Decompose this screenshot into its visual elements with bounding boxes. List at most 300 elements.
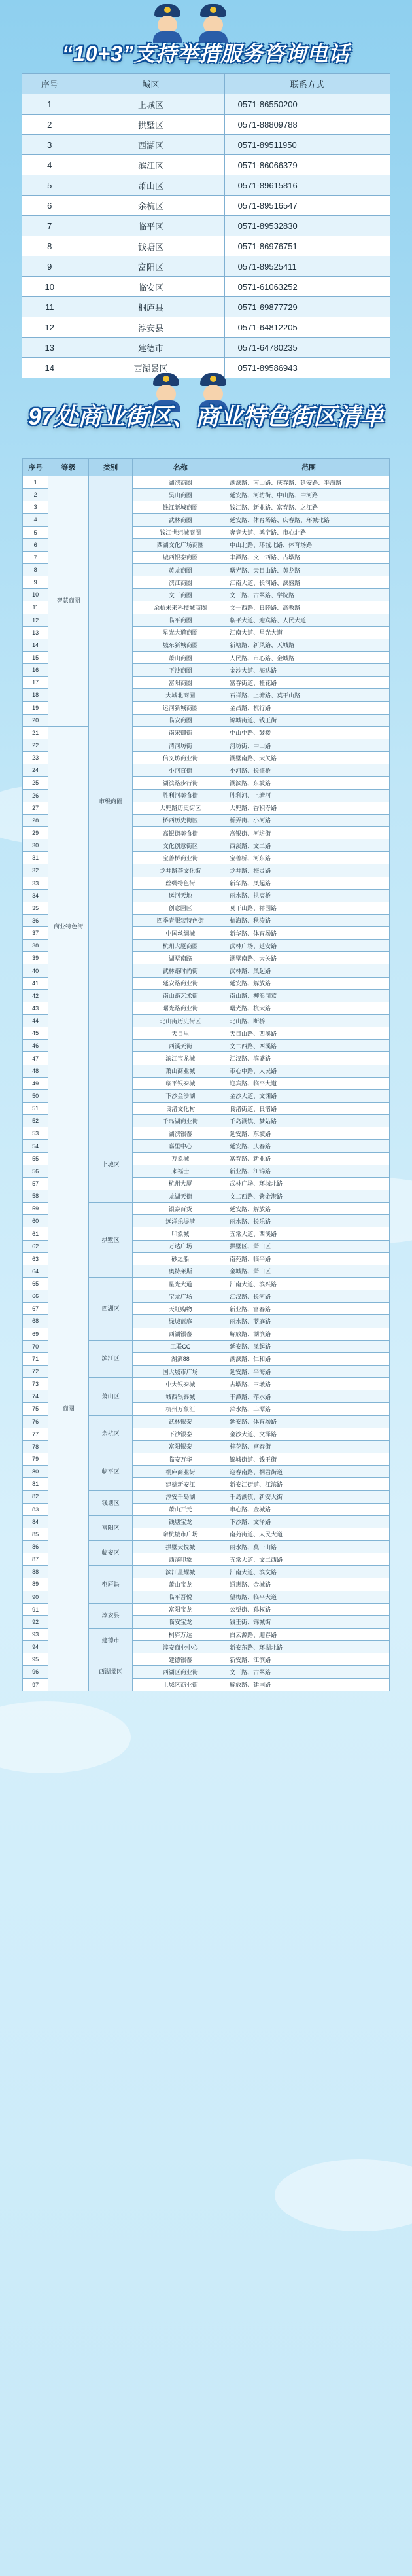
street-range: 丰潭路、文一西路、古墩路 bbox=[228, 551, 390, 563]
street-name: 湖滨88 bbox=[133, 1352, 228, 1365]
street-range: 良渚街道、良渚路 bbox=[228, 1103, 390, 1115]
street-range: 曙光路、天目山路、黄龙路 bbox=[228, 563, 390, 576]
street-range: 新安东路、环湖北路 bbox=[228, 1641, 390, 1653]
street-range: 古墩路、三墩路 bbox=[228, 1378, 390, 1390]
row-number: 45 bbox=[23, 1027, 48, 1040]
table-row bbox=[22, 175, 390, 196]
street-name: 万达广场 bbox=[133, 1240, 228, 1252]
street-range: 龙井路、梅灵路 bbox=[228, 864, 390, 877]
street-range: 富春街道、桂花路 bbox=[228, 677, 390, 689]
row-number: 6 bbox=[22, 196, 77, 216]
category-cell: 滨江区 bbox=[88, 1340, 132, 1377]
street-name: 中大银泰城 bbox=[133, 1378, 228, 1390]
street-name: 北山街历史街区 bbox=[133, 1015, 228, 1027]
street-name: 富阳商圈 bbox=[133, 677, 228, 689]
row-number: 35 bbox=[23, 902, 48, 914]
district-name: 临安区 bbox=[77, 277, 224, 297]
district-name: 上城区 bbox=[77, 94, 224, 115]
row-number: 90 bbox=[23, 1591, 48, 1603]
street-name: 西溪印象 bbox=[133, 1553, 228, 1566]
street-name: 宝善桥商业街 bbox=[133, 852, 228, 864]
street-name: 南宋御街 bbox=[133, 726, 228, 739]
street-range: 丰潭路、萍水路 bbox=[228, 1390, 390, 1403]
street-range: 延安路、体育场路、庆春路、环城北路 bbox=[228, 514, 390, 526]
street-range: 延安路、解放路 bbox=[228, 977, 390, 989]
street-name: 西湖银泰 bbox=[133, 1328, 228, 1340]
row-number: 29 bbox=[23, 826, 48, 839]
table-row bbox=[22, 236, 390, 256]
street-name: 大城北商圈 bbox=[133, 689, 228, 701]
street-name: 绿城蓝庭 bbox=[133, 1315, 228, 1328]
row-number: 27 bbox=[23, 802, 48, 814]
section1-title: “10+3”支持举措服务咨询电话 bbox=[61, 42, 351, 65]
street-name: 湖滨商圈 bbox=[133, 476, 228, 489]
row-number: 60 bbox=[23, 1215, 48, 1227]
street-range: 下沙路、文泽路 bbox=[228, 1515, 390, 1528]
district-name: 桐庐县 bbox=[77, 297, 224, 317]
street-range: 新业路、富春路 bbox=[228, 1303, 390, 1315]
row-number: 51 bbox=[23, 1103, 48, 1115]
phone-number: 0571-61063252 bbox=[224, 277, 390, 297]
street-range: 锦城街道、钱王街 bbox=[228, 714, 390, 726]
row-number: 72 bbox=[23, 1365, 48, 1377]
street-name: 武林路时尚街 bbox=[133, 964, 228, 977]
street-name: 杭州大厦商圈 bbox=[133, 940, 228, 952]
street-name: 余杭城市广场 bbox=[133, 1528, 228, 1540]
row-number: 56 bbox=[23, 1165, 48, 1177]
street-range: 解放路、湖滨路 bbox=[228, 1328, 390, 1340]
street-name: 天虹购物 bbox=[133, 1303, 228, 1315]
district-name: 建德市 bbox=[77, 338, 224, 358]
street-name: 运河天地 bbox=[133, 889, 228, 902]
row-number: 9 bbox=[23, 576, 48, 589]
row-number: 32 bbox=[23, 864, 48, 877]
table-row bbox=[23, 1127, 390, 1140]
row-number: 47 bbox=[23, 1052, 48, 1065]
row-number: 82 bbox=[23, 1491, 48, 1503]
category-cell: 拱墅区 bbox=[88, 1203, 132, 1278]
cloud-decoration bbox=[275, 2159, 412, 2231]
section1-header bbox=[0, 0, 412, 72]
street-name: 南山路艺术街 bbox=[133, 989, 228, 1002]
row-number: 91 bbox=[23, 1603, 48, 1615]
row-number: 77 bbox=[23, 1428, 48, 1440]
row-number: 14 bbox=[23, 639, 48, 651]
row-number: 53 bbox=[23, 1127, 48, 1140]
row-number: 40 bbox=[23, 964, 48, 977]
row-number: 83 bbox=[23, 1503, 48, 1515]
street-name: 大兜路历史街区 bbox=[133, 802, 228, 814]
row-number: 46 bbox=[23, 1040, 48, 1052]
street-range: 江汉路、滨盛路 bbox=[228, 1052, 390, 1065]
street-range: 武林广场、延安路 bbox=[228, 940, 390, 952]
row-number: 11 bbox=[22, 297, 77, 317]
row-number: 58 bbox=[23, 1190, 48, 1203]
street-name: 城西银泰商圈 bbox=[133, 551, 228, 563]
street-name: 远洋乐堤港 bbox=[133, 1215, 228, 1227]
street-range: 曙光路、杭大路 bbox=[228, 1002, 390, 1014]
row-number: 5 bbox=[22, 175, 77, 196]
row-number: 9 bbox=[22, 256, 77, 277]
row-number: 97 bbox=[23, 1678, 48, 1691]
column-header: 序号 bbox=[23, 459, 48, 476]
row-number: 44 bbox=[23, 1015, 48, 1027]
table-row bbox=[22, 317, 390, 338]
street-range: 江南大道、星光大道 bbox=[228, 626, 390, 639]
street-name: 四季青服装特色街 bbox=[133, 914, 228, 926]
street-range: 金沙大道、文渊路 bbox=[228, 1089, 390, 1102]
table-header-row bbox=[23, 459, 390, 476]
street-name: 临安宝龙 bbox=[133, 1615, 228, 1628]
street-range: 文三路、古翠路 bbox=[228, 1666, 390, 1678]
row-number: 12 bbox=[22, 317, 77, 338]
street-name: 萧山商业城 bbox=[133, 1065, 228, 1077]
row-number: 2 bbox=[23, 489, 48, 501]
row-number: 65 bbox=[23, 1278, 48, 1290]
street-range: 桂花路、富春街 bbox=[228, 1440, 390, 1453]
street-range: 市心路、金城路 bbox=[228, 1503, 390, 1515]
street-range: 金城路、萧山区 bbox=[228, 1265, 390, 1277]
category-cell: 西湖区 bbox=[88, 1278, 132, 1341]
phone-number: 0571-64812205 bbox=[224, 317, 390, 338]
street-name: 嘉里中心 bbox=[133, 1140, 228, 1152]
phone-number: 0571-89586943 bbox=[224, 358, 390, 378]
street-name: 拱墅大悦城 bbox=[133, 1540, 228, 1553]
street-range: 人民路、市心路、金城路 bbox=[228, 651, 390, 663]
street-name: 信义坊商业街 bbox=[133, 752, 228, 764]
street-range: 延安路、体育场路 bbox=[228, 1415, 390, 1428]
street-name: 临平吾悦 bbox=[133, 1591, 228, 1603]
row-number: 5 bbox=[23, 526, 48, 538]
street-range: 金昌路、杭行路 bbox=[228, 701, 390, 714]
street-range: 金沙大道、文泽路 bbox=[228, 1428, 390, 1440]
category-cell: 建德市 bbox=[88, 1628, 132, 1653]
street-name: 砂之船 bbox=[133, 1252, 228, 1265]
street-range: 河坊街、中山路 bbox=[228, 739, 390, 751]
street-name: 下沙金沙湖 bbox=[133, 1089, 228, 1102]
street-name: 武林银泰 bbox=[133, 1415, 228, 1428]
street-name: 湖滨银泰 bbox=[133, 1127, 228, 1140]
category-cell: 余杭区 bbox=[88, 1415, 132, 1453]
row-number: 55 bbox=[23, 1152, 48, 1165]
street-range: 新安江街道、江滨路 bbox=[228, 1478, 390, 1491]
phone-number: 0571-86976751 bbox=[224, 236, 390, 256]
street-range: 南山路、柳浪闻莺 bbox=[228, 989, 390, 1002]
street-range: 新业路、江锦路 bbox=[228, 1165, 390, 1177]
row-number: 86 bbox=[23, 1540, 48, 1553]
row-number: 84 bbox=[23, 1515, 48, 1528]
street-range: 文二西路、西溪路 bbox=[228, 1040, 390, 1052]
row-number: 43 bbox=[23, 1002, 48, 1014]
street-range: 高银街、河坊街 bbox=[228, 826, 390, 839]
row-number: 18 bbox=[23, 689, 48, 701]
row-number: 31 bbox=[23, 852, 48, 864]
street-range: 南苑街道、人民大道 bbox=[228, 1528, 390, 1540]
row-number: 30 bbox=[23, 839, 48, 852]
column-header: 范围 bbox=[228, 459, 390, 476]
street-name: 桐庐商业街 bbox=[133, 1466, 228, 1478]
row-number: 68 bbox=[23, 1315, 48, 1328]
column-header: 序号 bbox=[22, 74, 77, 94]
street-name: 建德银泰 bbox=[133, 1653, 228, 1666]
street-range: 文二西路、紫金港路 bbox=[228, 1190, 390, 1203]
row-number: 42 bbox=[23, 989, 48, 1002]
phone-number: 0571-86550200 bbox=[224, 94, 390, 115]
row-number: 80 bbox=[23, 1466, 48, 1478]
street-name: 滨江星耀城 bbox=[133, 1566, 228, 1578]
street-name: 滨江商圈 bbox=[133, 576, 228, 589]
table-row bbox=[23, 476, 390, 489]
table-row bbox=[22, 135, 390, 155]
row-number: 78 bbox=[23, 1440, 48, 1453]
street-range: 市心中路、人民路 bbox=[228, 1065, 390, 1077]
row-number: 10 bbox=[22, 277, 77, 297]
street-range: 白云源路、迎春路 bbox=[228, 1628, 390, 1640]
row-number: 50 bbox=[23, 1089, 48, 1102]
row-number: 8 bbox=[22, 236, 77, 256]
category-cell: 上城区 bbox=[88, 1127, 132, 1203]
row-number: 41 bbox=[23, 977, 48, 989]
street-range: 钱江路、新业路、富春路、之江路 bbox=[228, 501, 390, 514]
street-range: 湖滨路、东坡路 bbox=[228, 777, 390, 789]
street-range: 湖墅南路、大关路 bbox=[228, 952, 390, 964]
row-number: 1 bbox=[22, 94, 77, 115]
street-range: 迎春南路、桐君街道 bbox=[228, 1466, 390, 1478]
street-range: 望梅路、临平大道 bbox=[228, 1591, 390, 1603]
column-header: 联系方式 bbox=[224, 74, 390, 94]
table-header-row bbox=[22, 74, 390, 94]
street-range: 解放路、建国路 bbox=[228, 1678, 390, 1691]
row-number: 89 bbox=[23, 1578, 48, 1591]
row-number: 49 bbox=[23, 1077, 48, 1089]
street-range: 萍水路、丰潭路 bbox=[228, 1403, 390, 1415]
table-row bbox=[22, 216, 390, 236]
street-range: 奔竞大道、鸿宁路、市心北路 bbox=[228, 526, 390, 538]
street-name: 中国丝绸城 bbox=[133, 927, 228, 940]
street-name: 西溪天街 bbox=[133, 1040, 228, 1052]
district-name: 淳安县 bbox=[77, 317, 224, 338]
row-number: 21 bbox=[23, 726, 48, 739]
street-range: 富春路、新业路 bbox=[228, 1152, 390, 1165]
row-number: 62 bbox=[23, 1240, 48, 1252]
street-name: 钱江新城商圈 bbox=[133, 501, 228, 514]
phone-number: 0571-64780235 bbox=[224, 338, 390, 358]
district-name: 西湖景区 bbox=[77, 358, 224, 378]
row-number: 96 bbox=[23, 1666, 48, 1678]
street-name: 上城区商业街 bbox=[133, 1678, 228, 1691]
table-row bbox=[23, 726, 390, 739]
street-range: 延安路、凤起路 bbox=[228, 1340, 390, 1352]
street-range: 湖滨路、仁和路 bbox=[228, 1352, 390, 1365]
row-number: 19 bbox=[23, 701, 48, 714]
row-number: 70 bbox=[23, 1340, 48, 1352]
row-number: 4 bbox=[22, 155, 77, 175]
row-number: 81 bbox=[23, 1478, 48, 1491]
category-cell: 市级商圈 bbox=[88, 476, 132, 1127]
street-range: 千岛湖镇、新安大街 bbox=[228, 1491, 390, 1503]
category-cell: 临安区 bbox=[88, 1540, 132, 1565]
row-number: 36 bbox=[23, 914, 48, 926]
row-number: 74 bbox=[23, 1390, 48, 1403]
street-name: 临安商圈 bbox=[133, 714, 228, 726]
street-range: 延安路、河坊街、中山路、中河路 bbox=[228, 489, 390, 501]
street-range: 临平大道、迎宾路、人民大道 bbox=[228, 614, 390, 626]
police-mascot-icon bbox=[150, 4, 184, 43]
section2-header bbox=[0, 373, 412, 458]
level-cell: 商业特色街 bbox=[48, 726, 89, 1127]
row-number: 8 bbox=[23, 563, 48, 576]
category-cell: 钱塘区 bbox=[88, 1491, 132, 1515]
street-name: 钱江世纪城商圈 bbox=[133, 526, 228, 538]
street-name: 千岛湖商业街 bbox=[133, 1115, 228, 1127]
row-number: 85 bbox=[23, 1528, 48, 1540]
street-range: 中山北路、环城北路、体育场路 bbox=[228, 538, 390, 551]
street-name: 印象城 bbox=[133, 1227, 228, 1240]
row-number: 75 bbox=[23, 1403, 48, 1415]
row-number: 24 bbox=[23, 764, 48, 777]
hotline-table bbox=[22, 73, 390, 378]
street-range: 西溪路、文二路 bbox=[228, 839, 390, 852]
street-name: 萧山开元 bbox=[133, 1503, 228, 1515]
street-name: 龙井路茶文化街 bbox=[133, 864, 228, 877]
row-number: 15 bbox=[23, 651, 48, 663]
cloud-decoration bbox=[0, 1701, 131, 1773]
street-name: 临安万华 bbox=[133, 1453, 228, 1465]
street-name: 杭州大厦 bbox=[133, 1177, 228, 1190]
street-name: 钱塘宝龙 bbox=[133, 1515, 228, 1528]
street-range: 江南大道、滨兴路 bbox=[228, 1278, 390, 1290]
row-number: 2 bbox=[22, 115, 77, 135]
street-name: 胜利河美食街 bbox=[133, 789, 228, 802]
district-name: 西湖区 bbox=[77, 135, 224, 155]
row-number: 23 bbox=[23, 752, 48, 764]
street-range: 宝善桥、河东路 bbox=[228, 852, 390, 864]
street-range: 小河路、长征桥 bbox=[228, 764, 390, 777]
street-name: 滨江宝龙城 bbox=[133, 1052, 228, 1065]
street-range: 五常大道、西溪路 bbox=[228, 1227, 390, 1240]
row-number: 22 bbox=[23, 739, 48, 751]
street-range: 天目山路、西溪路 bbox=[228, 1027, 390, 1040]
street-name: 创意园区 bbox=[133, 902, 228, 914]
category-cell: 桐庐县 bbox=[88, 1566, 132, 1603]
phone-number: 0571-69877729 bbox=[224, 297, 390, 317]
street-name: 下沙商圈 bbox=[133, 664, 228, 677]
row-number: 69 bbox=[23, 1328, 48, 1340]
street-name: 西湖文化广场商圈 bbox=[133, 538, 228, 551]
category-cell: 临平区 bbox=[88, 1453, 132, 1490]
street-name: 丝绸特色街 bbox=[133, 877, 228, 889]
row-number: 92 bbox=[23, 1615, 48, 1628]
district-name: 富阳区 bbox=[77, 256, 224, 277]
street-name: 星光大道商圈 bbox=[133, 626, 228, 639]
row-number: 28 bbox=[23, 814, 48, 826]
table-row bbox=[22, 196, 390, 216]
street-name: 下沙银泰 bbox=[133, 1428, 228, 1440]
street-name: 湖滨路步行街 bbox=[133, 777, 228, 789]
table-row bbox=[22, 277, 390, 297]
street-name: 城西银泰城 bbox=[133, 1390, 228, 1403]
street-name: 工联CC bbox=[133, 1340, 228, 1352]
row-number: 25 bbox=[23, 777, 48, 789]
street-range: 文一西路、良睦路、高教路 bbox=[228, 601, 390, 614]
street-range: 通惠路、金城路 bbox=[228, 1578, 390, 1591]
street-range: 江南大道、长河路、滨盛路 bbox=[228, 576, 390, 589]
level-cell: 智慧商圈 bbox=[48, 476, 89, 727]
phone-number: 0571-89511950 bbox=[224, 135, 390, 155]
street-range: 钱王街、锦城街 bbox=[228, 1615, 390, 1628]
street-name: 高银街美食街 bbox=[133, 826, 228, 839]
row-number: 95 bbox=[23, 1653, 48, 1666]
street-range: 新华路、体育场路 bbox=[228, 927, 390, 940]
street-name: 西湖区商业街 bbox=[133, 1666, 228, 1678]
district-name: 钱塘区 bbox=[77, 236, 224, 256]
street-name: 国大城市广场 bbox=[133, 1365, 228, 1377]
street-name: 淳安千岛湖 bbox=[133, 1491, 228, 1503]
street-range: 北山路、断桥 bbox=[228, 1015, 390, 1027]
street-range: 丽水路、长乐路 bbox=[228, 1215, 390, 1227]
street-name: 万象城 bbox=[133, 1152, 228, 1165]
column-header: 城区 bbox=[77, 74, 224, 94]
row-number: 64 bbox=[23, 1265, 48, 1277]
street-name: 吴山商圈 bbox=[133, 489, 228, 501]
row-number: 52 bbox=[23, 1115, 48, 1127]
street-range: 公望街、孙权路 bbox=[228, 1603, 390, 1615]
street-name: 小河直街 bbox=[133, 764, 228, 777]
district-name: 萧山区 bbox=[77, 175, 224, 196]
phone-number: 0571-86066379 bbox=[224, 155, 390, 175]
street-range: 新安路、江滨路 bbox=[228, 1653, 390, 1666]
row-number: 71 bbox=[23, 1352, 48, 1365]
street-name: 清河坊街 bbox=[133, 739, 228, 751]
row-number: 26 bbox=[23, 789, 48, 802]
row-number: 93 bbox=[23, 1628, 48, 1640]
row-number: 6 bbox=[23, 538, 48, 551]
street-name: 运河新城商圈 bbox=[133, 701, 228, 714]
street-name: 临平商圈 bbox=[133, 614, 228, 626]
row-number: 4 bbox=[23, 514, 48, 526]
row-number: 48 bbox=[23, 1065, 48, 1077]
table-row bbox=[22, 155, 390, 175]
street-name: 黄龙商圈 bbox=[133, 563, 228, 576]
street-range: 杭海路、秋涛路 bbox=[228, 914, 390, 926]
column-header: 名称 bbox=[133, 459, 228, 476]
street-range: 新华路、凤起路 bbox=[228, 877, 390, 889]
street-range: 文三路、古翠路、学院路 bbox=[228, 589, 390, 601]
row-number: 16 bbox=[23, 664, 48, 677]
street-range: 新塘路、新风路、天城路 bbox=[228, 639, 390, 651]
row-number: 79 bbox=[23, 1453, 48, 1465]
category-cell: 萧山区 bbox=[88, 1378, 132, 1415]
street-range: 江汉路、长河路 bbox=[228, 1290, 390, 1303]
row-number: 94 bbox=[23, 1641, 48, 1653]
district-name: 滨江区 bbox=[77, 155, 224, 175]
column-header: 等级 bbox=[48, 459, 89, 476]
district-name: 余杭区 bbox=[77, 196, 224, 216]
row-number: 7 bbox=[23, 551, 48, 563]
street-range: 丽水路、拱宸桥 bbox=[228, 889, 390, 902]
table-row bbox=[22, 256, 390, 277]
table-row bbox=[22, 297, 390, 317]
row-number: 61 bbox=[23, 1227, 48, 1240]
street-range: 锦城街道、钱王街 bbox=[228, 1453, 390, 1465]
row-number: 88 bbox=[23, 1566, 48, 1578]
row-number: 57 bbox=[23, 1177, 48, 1190]
street-range: 湖墅南路、大关路 bbox=[228, 752, 390, 764]
street-range: 金沙大道、海达路 bbox=[228, 664, 390, 677]
row-number: 63 bbox=[23, 1252, 48, 1265]
street-range: 五常大道、文二西路 bbox=[228, 1553, 390, 1566]
level-cell: 商圈 bbox=[48, 1127, 89, 1691]
